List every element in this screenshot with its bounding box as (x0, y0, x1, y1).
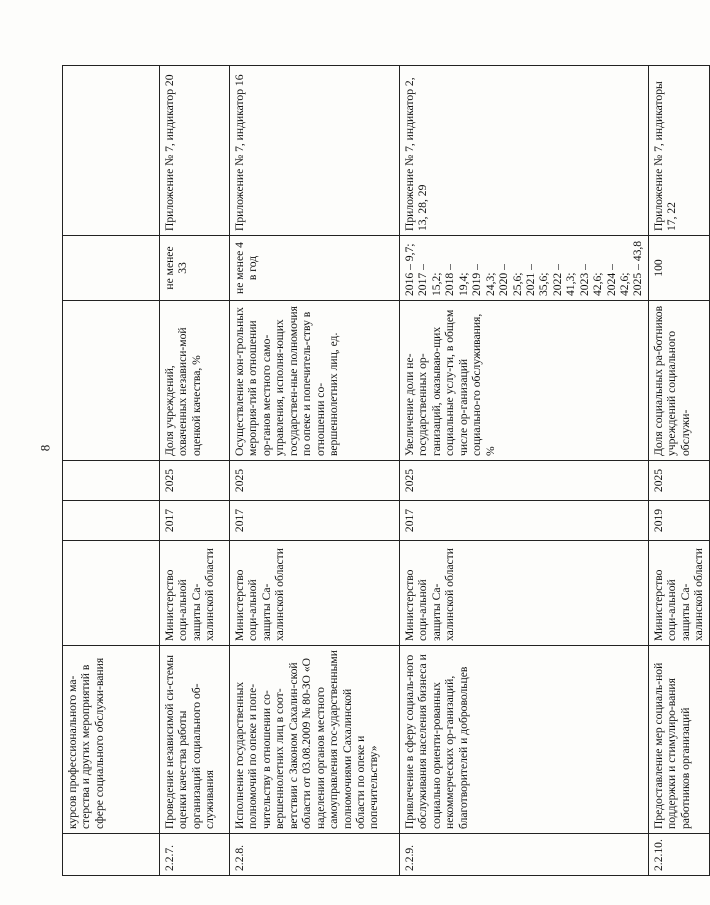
cell-executor: Министерство соци-альной защиты Са-халинской области (160, 541, 230, 646)
table-row (400, 66, 649, 876)
cell-end-year (63, 461, 160, 501)
cell-start-year: 2017 (230, 501, 400, 541)
cell-target-value: 2016 – 9,7; 2017 – 15,2; 2018 – 19,4; 2019 – 24,3; 2020 – 25,6; 2021 – 35,6; 2022 – 41,3; 2023 – 42,6; 2024 – 42,6; 2025 – 43,8 (400, 236, 649, 301)
cell-num: 2.2.7. (160, 834, 230, 876)
rotated-table-container (62, 66, 706, 876)
cell-start-year: 2017 (160, 501, 230, 541)
cell-reference: Приложение № 7, индикаторы 17, 22 (648, 66, 709, 236)
cell-target-value: не менее 4 в год (230, 236, 400, 301)
cell-num: 2.2.9. (400, 834, 649, 876)
cell-executor: Министерство соци-альной защиты Са-халинской области (400, 541, 649, 646)
cell-indicator: Доля социальных ра-ботников учреждений социального обслужи- (648, 301, 709, 461)
cell-num (63, 834, 160, 876)
cell-measure: курсов профессионального ма-стерства и других мероприятий в сфере социального обслужи-вания (63, 646, 160, 834)
cell-start-year (63, 501, 160, 541)
cell-indicator (63, 301, 160, 461)
cell-target-value: не менее 33 (160, 236, 230, 301)
table-row (63, 66, 160, 876)
cell-measure: Привлечение в сферу социаль-ного обслуживания населения бизнеса и социально ориенти-рованных некоммерческих ор-ганизаций, благотворителей и добровольцев (400, 646, 649, 834)
cell-executor: Министерство соци-альной защиты Са-халинской области (230, 541, 400, 646)
cell-reference: Приложение № 7, индикатор 20 (160, 66, 230, 236)
cell-end-year: 2025 (160, 461, 230, 501)
cell-start-year: 2019 (648, 501, 709, 541)
page-number: 8 (37, 444, 53, 452)
cell-indicator: Осуществление кон-трольных мероприя-тий в отношении ор-ганов местного само-управления, исполня-ющих государствен-ные полномочия по опеке и попечитель-ству в отношении со-вершеннолетних лиц, ед. (230, 301, 400, 461)
cell-target-value (63, 236, 160, 301)
cell-end-year: 2025 (230, 461, 400, 501)
cell-target-value: 100 (648, 236, 709, 301)
cell-reference: Приложение № 7, индикатор 2, 13, 28, 29 (400, 66, 649, 236)
cell-measure: Проведение независимой си-стемы оценки качества работы организаций социального об-служивания (160, 646, 230, 834)
table-row (160, 66, 230, 876)
cell-start-year: 2017 (400, 501, 649, 541)
cell-indicator: Увеличение доли не-государственных ор-ганизаций, оказываю-щих социальные услу-ги, в общем числе ор-ганизаций социально-го обслуживания, % (400, 301, 649, 461)
cell-reference: Приложение № 7, индикатор 16 (230, 66, 400, 236)
cell-measure: Исполнение государственных полномочий по опеке и попе-чительству в отношении со-вершеннолетних лиц в соот-ветствии с Законом Сахалин-ской области от 03.08.2009 № 80-ЗО «О наделении органов местного самоуправления гос-ударственными полномочиями Сахалинской области по опеке и попечительству» (230, 646, 400, 834)
cell-measure: Предоставление мер социаль-ной поддержки и стимулиро-вания работников организаций (648, 646, 709, 834)
cell-end-year: 2025 (400, 461, 649, 501)
table-row (648, 66, 709, 876)
cell-reference (63, 66, 160, 236)
cell-indicator: Доля учреждений, охваченных независи-мой оценкой качества, % (160, 301, 230, 461)
cell-num: 2.2.10. (648, 834, 709, 876)
cell-executor: Министерство соци-альной защиты Са-халинской области (648, 541, 709, 646)
cell-end-year: 2025 (648, 461, 709, 501)
measures-table (62, 65, 710, 876)
cell-executor (63, 541, 160, 646)
cell-num: 2.2.8. (230, 834, 400, 876)
table-row (230, 66, 400, 876)
